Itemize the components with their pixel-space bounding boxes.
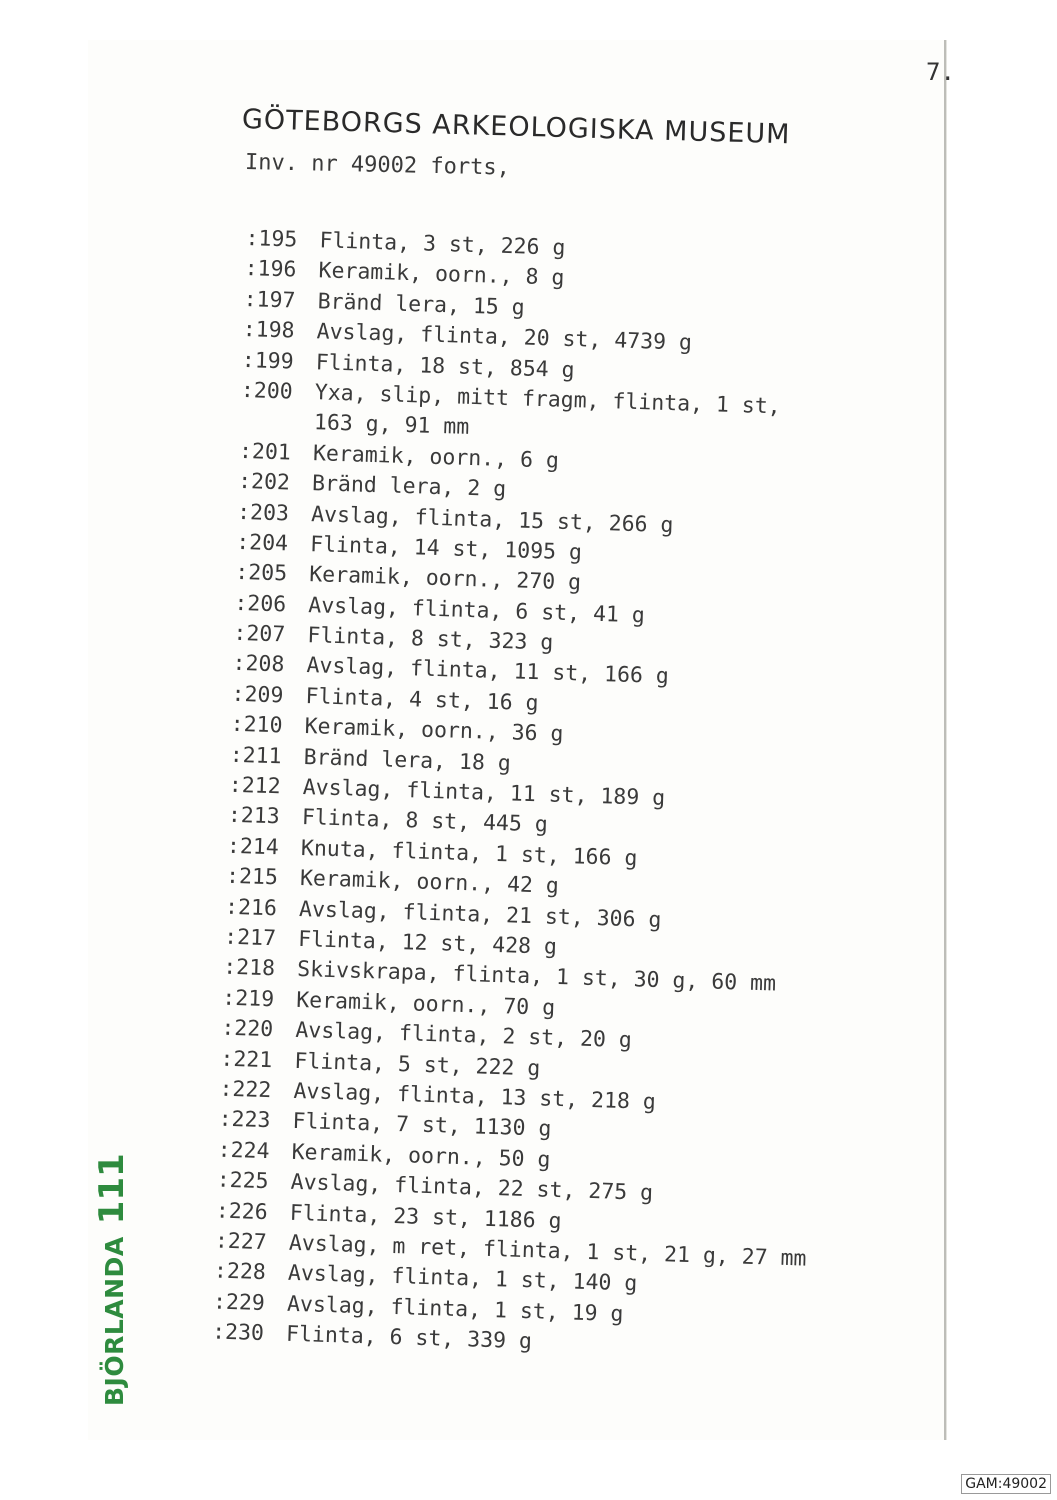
stamp-number: 111 [92,1153,132,1225]
entry-text: Avslag, flinta, 11 st, 189 g [302,775,666,812]
entry-number: :200 [240,377,294,405]
entry-text: Flinta, 4 st, 16 g [305,683,539,717]
entry-text: Flinta, 5 st, 222 g [294,1048,541,1081]
entry-text: Avslag, flinta, 1 st, 140 g [287,1261,638,1297]
entry-number: :202 [237,469,291,496]
entry-text: Avslag, flinta, 15 st, 266 g [310,501,674,538]
entry-text: Flinta, 6 st, 339 g [285,1321,533,1355]
entry-number: :212 [228,772,281,800]
entry-text: Keramik, oorn., 8 g [318,258,565,292]
entry-list [212,224,838,1366]
entry-text: Avslag, flinta, 13 st, 218 g [293,1078,657,1115]
entry-text: Knuta, flinta, 1 st, 166 g [300,835,638,872]
entry-text: Flinta, 14 st, 1095 g [309,532,583,566]
entry-text: Avslag, flinta, 1 st, 19 g [286,1291,624,1327]
entry-number: :228 [213,1258,267,1286]
entry-number: :198 [242,317,295,344]
entry-number: :216 [224,894,278,921]
entry-number: :207 [233,620,286,648]
entry-number: :229 [212,1289,266,1316]
entry-number: :226 [215,1198,268,1225]
entry-text: Flinta, 8 st, 445 g [301,805,549,838]
entry-text: Flinta, 8 st, 323 g [307,623,554,656]
entry-number: :204 [235,529,289,557]
entry-text: Flinta, 3 st, 226 g [319,228,566,261]
entry-text: Flinta, 23 st, 1186 g [289,1200,562,1234]
entry-number: :221 [220,1046,273,1073]
entry-number: :230 [211,1319,265,1347]
entry-text: Keramik, oorn., 270 g [308,562,582,596]
entry-text: Keramik, oorn., 70 g [295,987,556,1021]
entry-text: Keramik, oorn., 50 g [291,1139,551,1173]
entry-number: :214 [226,833,280,861]
entry-text: Flinta, 12 st, 428 g [297,926,558,960]
entry-number: :201 [238,438,292,466]
entry-continuation: 163 g, 91 mm [313,410,470,441]
entry-number: :219 [221,985,275,1012]
entry-text: Flinta, 7 st, 1130 g [292,1109,552,1143]
entry-text: Avslag, flinta, 6 st, 41 g [308,592,646,629]
page-number: 7. [926,58,955,86]
entry-number: :211 [229,742,282,769]
entry-number: :210 [230,712,283,739]
entry-number: :208 [232,651,285,678]
entry-number: :215 [225,863,279,891]
entry-text: Flinta, 18 st, 854 g [315,349,575,383]
entry-number: :203 [236,499,290,526]
entry-text: Avslag, flinta, 2 st, 20 g [295,1018,633,1054]
entry-number: :220 [221,1015,274,1043]
entry-text: Avslag, flinta, 11 st, 166 g [306,653,670,690]
entry-text: Keramik, oorn., 42 g [299,866,560,900]
entry-text: Avslag, flinta, 20 st, 4739 g [316,319,693,356]
museum-header: GÖTEBORGS ARKEOLOGISKA MUSEUM [241,104,791,151]
entry-number: :209 [231,681,284,709]
reference-label: GAM:49002 [961,1474,1051,1494]
entry-number: :196 [244,256,297,283]
stamp-place: BJÖRLANDA [100,1236,129,1406]
entry-number: :197 [243,286,296,314]
entry-text: Avslag, flinta, 21 st, 306 g [298,896,662,933]
entry-number: :223 [218,1106,271,1134]
site-stamp [92,1153,132,1406]
entry-number: :227 [214,1228,268,1255]
entry-text: Avslag, flinta, 22 st, 275 g [290,1169,654,1206]
entry-text: Bränd lera, 15 g [317,289,526,321]
entry-number: :222 [219,1076,272,1104]
entry-number: :225 [216,1167,269,1195]
entry-text: Bränd lera, 18 g [303,744,512,776]
entry-number: :224 [217,1137,270,1164]
entry-text: Avslag, m ret, flinta, 1 st, 21 g, 27 mm [288,1230,807,1272]
entry-number: :205 [234,560,288,587]
entry-number: :217 [223,924,277,952]
inventory-number: Inv. nr 49002 forts, [244,150,511,181]
entry-text: Bränd lera, 2 g [311,471,507,503]
entry-number: :199 [241,347,294,375]
entry-number: :218 [222,955,276,982]
entry-number: :195 [245,225,298,253]
entry-number: :213 [227,803,281,830]
entry-text: Keramik, oorn., 6 g [312,440,560,474]
entry-number: :206 [234,590,287,618]
entry-text: Keramik, oorn., 36 g [304,714,564,748]
entry-text: Yxa, slip, mitt fragm, flinta, 1 st, [314,380,782,420]
entry-text: Skivskrapa, flinta, 1 st, 30 g, 60 mm [296,957,777,997]
